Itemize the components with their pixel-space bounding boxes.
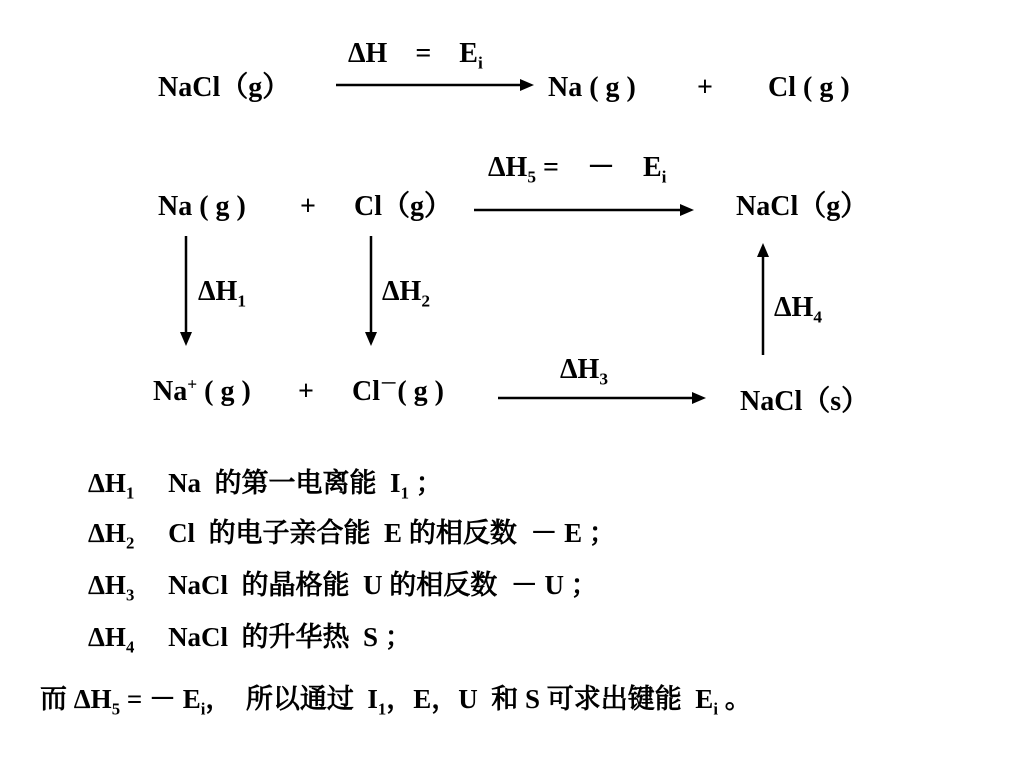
cycle-bottom-nacl-solid: NaCl（s） (740, 386, 870, 417)
reaction1-plus: + (697, 72, 713, 103)
cycle-top-cl: Cl（g） (354, 191, 453, 222)
reaction1-arrow (336, 78, 536, 92)
cycle-bottom-na-ion: Na+ ( g ) (153, 374, 251, 407)
cycle-bottom-plus: + (298, 376, 314, 407)
cycle-top-plus: + (300, 191, 316, 222)
explanation-dh1: $\Delta H_1$ Na 的第一电离能 $I_1$ ； (88, 468, 443, 503)
dh2-arrow (364, 236, 378, 348)
dh3-arrow (498, 391, 708, 405)
dh5-label: $\Delta H_5$ = － $E_i$ (488, 152, 667, 187)
cycle-bottom-cl-ion: Cl－( g ) (352, 374, 445, 407)
dh5-arrow (474, 203, 696, 217)
dh1-label: $\Delta H_1$ (198, 276, 247, 311)
reaction1-product-na: Na ( g ) (548, 72, 636, 103)
cycle-top-nacl-gas: NaCl（g） (736, 191, 869, 222)
explanation-dh3: $\Delta H_3$ NaCl 的晶格能 U 的相反数 － U ； (88, 570, 598, 605)
explanation-dh4: $\Delta H_4$ NaCl 的升华热 S ； (88, 622, 412, 657)
explanation-dh2: $\Delta H_2$ Cl 的电子亲合能 E 的相反数 － E ； (88, 518, 616, 553)
dh3-label: $\Delta H_3$ (560, 354, 609, 389)
dh4-arrow (756, 243, 770, 357)
reaction1-dh-label: ΔH = $E_i$ (348, 38, 483, 73)
reaction1-reactant: NaCl（g） (158, 72, 291, 103)
dh4-label: $\Delta H_4$ (774, 292, 823, 327)
dh1-arrow (179, 236, 193, 348)
dh2-label: $\Delta H_2$ (382, 276, 431, 311)
conclusion-line: 而 $\Delta H_5$ = － $E_i$， 所以通过 $I_1$，E，U 和 S 可求出键能 $E_i$ 。 (40, 684, 752, 719)
reaction1-product-cl: Cl ( g ) (768, 72, 850, 103)
cycle-top-na: Na ( g ) (158, 191, 246, 222)
